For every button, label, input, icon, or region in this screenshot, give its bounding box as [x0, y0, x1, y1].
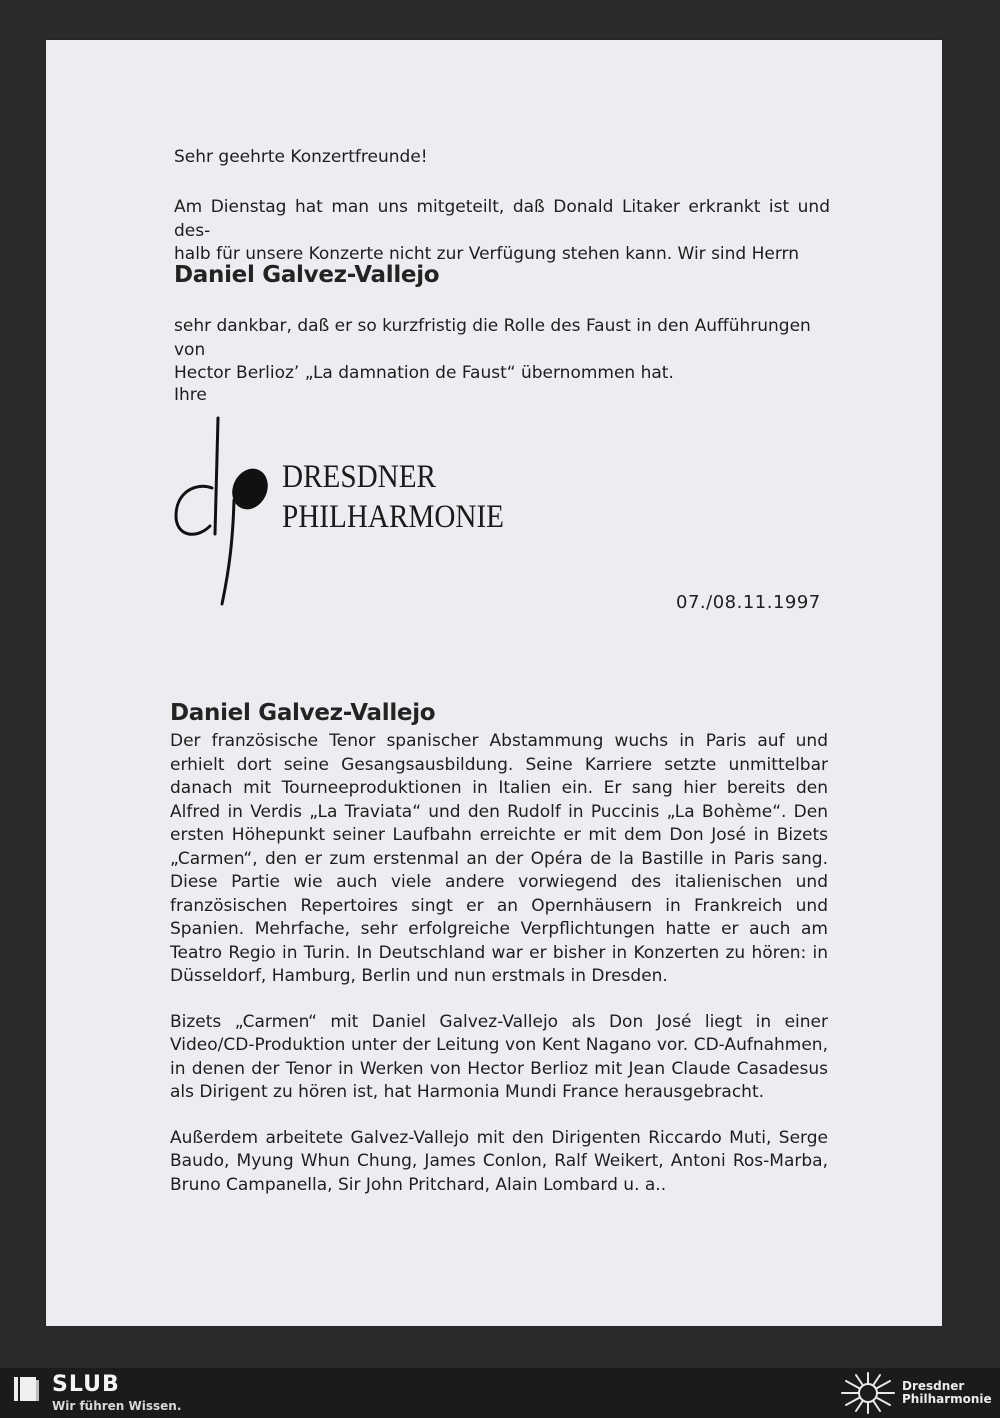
philharmonie-name — [902, 1380, 992, 1406]
letter-page — [46, 40, 942, 1326]
letter-thanks-line-2: Hector Berlioz’ „La damnation de Faust“ übernommen hat. — [174, 363, 674, 383]
letter-intro-line-1: Am Dienstag hat man uns mitgeteilt, daß Donald Litaker erkrankt ist und des- — [174, 197, 830, 241]
letter-intro-line-2: halb für unsere Konzerte nicht zur Verfügung stehen kann. Wir sind Herrn — [174, 244, 800, 264]
dp-mark-icon — [176, 418, 274, 604]
biography-paragraph: Bizets „Carmen“ mit Daniel Galvez-Vallejo als Don José liegt in einer Video/CD-Produktion unter der Leitung von Kent Nagano vor. CD-Aufnahmen, in denen der Tenor in Werken von Hector Berlioz mit Jean Claude Casadesus als Dirigent zu hören ist, hat Harmonia Mundi France herausgebracht. — [170, 1011, 828, 1102]
philharmonie-name-line-1: Dresdner — [902, 1379, 965, 1393]
dresdner-philharmonie-logo — [170, 416, 530, 612]
biography-heading: Daniel Galvez-Vallejo — [170, 700, 436, 726]
slub-logo-icon — [12, 1374, 42, 1404]
letter-thanks-line-1: sehr dankbar, daß er so kurzfristig die Rolle des Faust in den Aufführungen von — [174, 316, 811, 360]
footer-bar — [0, 1368, 1000, 1418]
letter-intro — [174, 196, 830, 267]
logo-text-line-2: PHILHARMONIE — [282, 499, 504, 535]
biography-text — [170, 730, 828, 1219]
letter-closing: Ihre — [174, 385, 207, 405]
biography-paragraph: Der französische Tenor spanischer Abstammung wuchs in Paris auf und erhielt dort seine Gesangsausbildung. Seine Karriere setzte unmittelbar danach mit Tourneeproduktionen in Italien ein. Er sang hier bereits den Alfred in Verdis „La Traviata“ und den Rudolf in Puccinis „La Bohème“. Den ersten Höhepunkt seiner Laufbahn erreichte er mit dem Don José in Bizets „Carmen“, den er zum erstenmal an der Opéra de la Bastille in Paris sang. Diese Partie wie auch viele andere vorwiegend des italienischen und französischen Repertoires singt er an Opernhäusern in Frankreich und Spanien. Mehrfache, sehr erfolgreiche Verpflichtungen hatte er auch am Teatro Regio in Turin. In Deutschland war er bisher in Konzerten zu hören: in Düsseldorf, Hamburg, Berlin und nun erstmals in Dresden. — [170, 731, 828, 986]
concert-date: 07./08.11.1997 — [676, 592, 821, 613]
philharmonie-sunburst-icon — [840, 1371, 896, 1415]
letter-greeting: Sehr geehrte Konzertfreunde! — [174, 147, 428, 167]
philharmonie-name-line-2: Philharmonie — [902, 1392, 992, 1406]
slub-tagline: Wir führen Wissen. — [52, 1399, 182, 1413]
logo-text-line-1: DRESDNER — [282, 459, 436, 495]
letter-thanks — [174, 315, 834, 386]
biography-paragraph: Außerdem arbeitete Galvez-Vallejo mit den Dirigenten Riccardo Muti, Serge Baudo, Myung Whun Chung, James Conlon, Ralf Weikert, Antoni Ros-Marba, Bruno Campanella, Sir John Pritchard, Alain Lombard u. a.. — [170, 1127, 828, 1195]
slub-name: SLUB — [52, 1372, 120, 1397]
singer-name: Daniel Galvez-Vallejo — [174, 262, 440, 288]
